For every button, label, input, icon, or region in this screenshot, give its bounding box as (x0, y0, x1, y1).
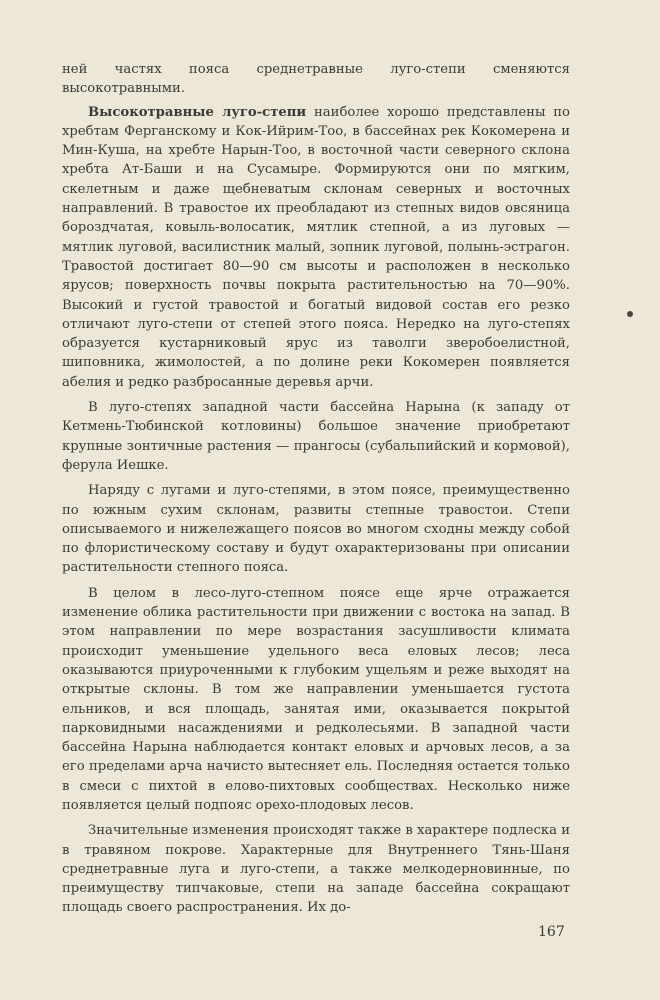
paragraph-2 (62, 103, 570, 392)
ink-spot (627, 311, 633, 317)
paragraph-3: В луго-степях западной части бассейна Нарына (к западу от Кетмень-Тюбинской котловины) большое значение приобретают крупные зонтичные растения — прангосы (субальпийский и кормовой), ферула Иешке. (62, 400, 570, 473)
paragraph-6: Значительные изменения происходят также в характере подлеска и в травяном покрове. Характерные для Внутреннего Тянь-Шаня среднетравные луга и луго-степи, а также мелкодерновинные, по преимуществу типчаковые, степи на западе бассейна сокращают площадь своего распространения. Их до- (62, 823, 570, 916)
page-text (62, 60, 570, 924)
paragraph-5: В целом в лесо-луго-степном поясе еще ярче отражается изменение облика растительности при движении с востока на запад. В этом направлении по мере возрастания засушливости климата происходит уменьшение удельного веса еловых лесов; леса оказываются приуроченными к глубоким ущельям и реже выходят на открытые склоны. В том же направлении уменьшается густота ельников, и вся площадь, занятая ими, оказывается покрытой парковидными насаждениями и редколесьями. В западной части бассейна Нарына наблюдается контакт еловых и арчовых лесов, а за его пределами арча начисто вытесняет ель. Последняя остается только в смеси с пихтой в елово-пихтовых сообществах. Несколько ниже появляется целый подпояс орехо-плодовых лесов. (62, 585, 570, 813)
paragraph-2-lead: Высокотравные луго-степи (88, 104, 307, 120)
paragraph-4: Наряду с лугами и луго-степями, в этом поясе, преимущественно по южным сухим склонам, развиты степные травостои. Степи описываемого и нижележащего поясов во многом сходны между собой по флористическому составу и будут охарактеризованы при описании растительности степного пояса. (62, 483, 570, 576)
paragraph-2-body: наиболее хорошо представлены по хребтам Ферганскому и Кок-Ийрим-Тоо, в бассейнах рек Кокомерена и Мин-Куша, на хребте Нарын-Тоо, в восточной части северного склона хребта Ат-Баши и на Сусамыре. Формируются они по мягким, скелетным и даже щебневатым склонам северных и восточных направлений. В травостое их преобладают из степных видов овсяница бороздчатая, ковыль-волосатик, мятлик степной, а из луговых — мятлик луговой, василистник малый, зопник луговой, полынь-эстрагон. Травостой достигает 80—90 см высоты и расположен в несколько ярусов; поверхность почвы покрыта растительностью на 70—90%. Высокий и густой травостой и богатый видовой состав его резко отличают луго-степи от степей этого пояса. Нередко на луго-степях образуется кустарниковый ярус из таволги зверобоелистной, шиповника, жимолостей, а по долине реки Кокомерен появляется абелия и редко разбросанные деревья арчи. (62, 104, 570, 390)
paragraph-1: ней частях пояса среднетравные луго-степи сменяются высокотравными. (62, 62, 570, 97)
page-number: 167 (538, 924, 565, 940)
